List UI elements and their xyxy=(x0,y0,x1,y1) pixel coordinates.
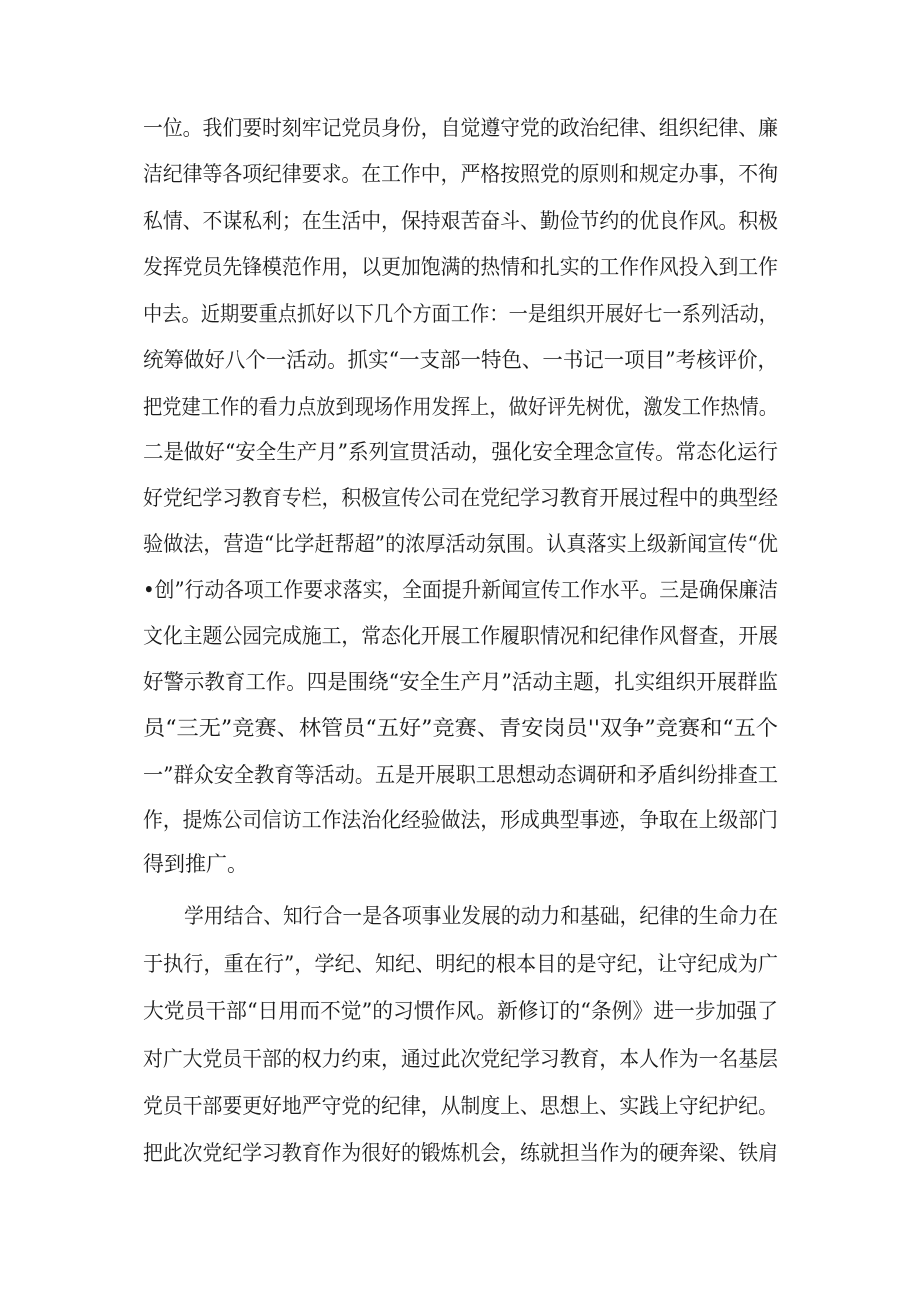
line-text: 二是做好“安全生产月”系列宣贯活动，强化安全理念宣传。常态化运行 xyxy=(143,440,778,464)
line-text: 党员干部要更好地严守党的纪律，从制度上、思想上、实践上守纪护纪。 xyxy=(143,1094,778,1118)
line-text: 一位。我们要时刻牢记党员身份，自觉遵守党的政治纪律、组织纪律、廉 xyxy=(143,116,778,140)
line-text: 得到推广。 xyxy=(143,852,248,876)
line-text: 大党员干部“日用而不觉”的习惯作风。新修订的“条例》进一步加强了 xyxy=(143,999,778,1023)
paragraph-2-line-6 xyxy=(0,1133,920,1173)
paragraph-2-line-4 xyxy=(0,1039,920,1079)
paragraph-1-line-9 xyxy=(0,478,920,518)
paragraph-2-line-3 xyxy=(0,991,920,1031)
paragraph-1-line-6 xyxy=(0,340,920,380)
line-text: 私情、不谋私利；在生活中，保持艰苦奋斗、勤俭节约的优良作风。积极 xyxy=(143,209,778,233)
line-text: 中去。近期要重点抓好以下几个方面工作：一是组织开展好七一系列活动， xyxy=(143,302,778,326)
line-text: 好警示教育工作。四是围绕“安全生产月”活动主题，扎实组织开展群监 xyxy=(143,670,778,694)
paragraph-2-line-2 xyxy=(0,944,920,984)
paragraph-1-line-15 xyxy=(0,755,920,795)
paragraph-1-line-4 xyxy=(0,247,920,287)
line-text: 验做法，营造“比学赶帮超”的浓厚活动氛围。认真落实上级新闻宣传“优 xyxy=(143,532,778,556)
line-text: 洁纪律等各项纪律要求。在工作中，严格按照党的原则和规定办事，不徇 xyxy=(143,162,778,186)
paragraph-1-line-2 xyxy=(0,154,920,194)
line-text: 好党纪学习教育专栏，积极宣传公司在党纪学习教育开展过程中的典型经 xyxy=(143,486,778,510)
paragraph-2-line-1 xyxy=(0,896,920,936)
paragraph-1-line-10 xyxy=(0,524,920,564)
paragraph-1-line-17 xyxy=(0,844,920,884)
line-text: 发挥党员先锋模范作用，以更加饱满的热情和扎实的工作作风投入到工作 xyxy=(143,255,778,279)
paragraph-1-line-7 xyxy=(0,387,920,427)
line-text: 统筹做好八个一活动。抓实“一支部一特色、一书记一项目”考核评价， xyxy=(143,348,778,372)
paragraph-1-line-5 xyxy=(0,294,920,334)
line-text: 作，提炼公司信访工作法治化经验做法，形成典型事迹，争取在上级部门 xyxy=(143,808,778,832)
line-text: 于执行，重在行”，学纪、知纪、明纪的根本目的是守纪，让守纪成为广 xyxy=(143,952,778,976)
line-text: •创”行动各项工作要求落实，全面提升新闻宣传工作水平。三是确保廉洁 xyxy=(143,578,778,602)
paragraph-1-line-8 xyxy=(0,432,920,472)
paragraph-1-line-11 xyxy=(0,570,920,610)
line-text: 把党建工作的看力点放到现场作用发挥上，做好评先树优，激发工作热情。 xyxy=(143,395,778,419)
paragraph-2-line-5 xyxy=(0,1086,920,1126)
paragraph-1-line-14 xyxy=(0,708,920,748)
line-text: 把此次党纪学习教育作为很好的锻炼机会，练就担当作为的硬奔梁、铁肩 xyxy=(143,1141,778,1165)
paragraph-1-line-1 xyxy=(0,108,920,148)
line-text: 学用结合、知行合一是各项事业发展的动力和基础，纪律的生命力在 xyxy=(184,904,778,928)
line-text: 对广大党员干部的权力约束，通过此次党纪学习教育，本人作为一名基层 xyxy=(143,1047,778,1071)
line-text: 一”群众安全教育等活动。五是开展职工思想动态调研和矛盾纠纷排查工 xyxy=(143,763,778,787)
line-text: 文化主题公园完成施工，常态化开展工作履职情况和纪律作风督查，开展 xyxy=(143,624,778,648)
paragraph-1-line-13 xyxy=(0,662,920,702)
paragraph-1-line-12 xyxy=(0,616,920,656)
line-text: 员“三无”竞赛、林管员“五好”竞赛、青安岗员''双争”竞赛和“五个 xyxy=(143,716,778,740)
paragraph-1-line-3 xyxy=(0,201,920,241)
paragraph-1-line-16 xyxy=(0,800,920,840)
